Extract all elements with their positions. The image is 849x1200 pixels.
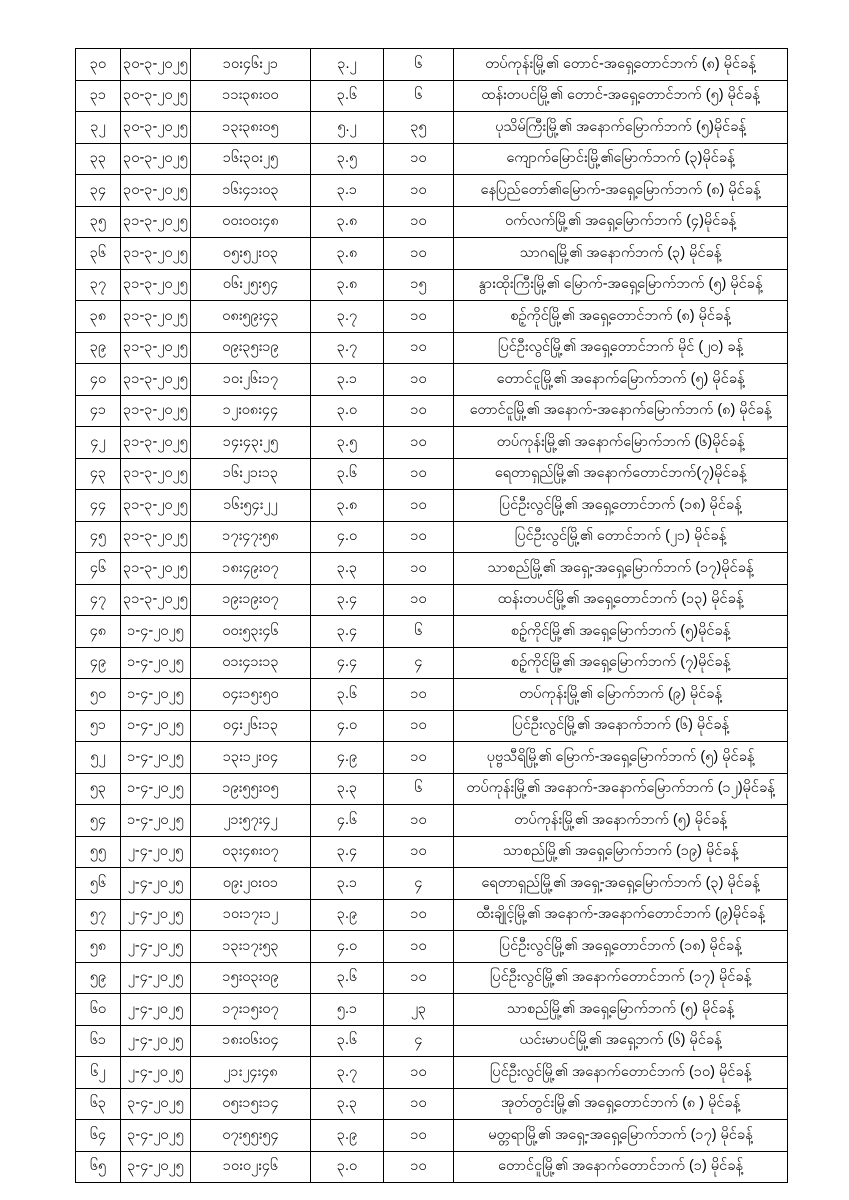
- cell-date: ၃၁-၃-၂၀၂၅: [121, 238, 191, 270]
- cell-location: ထန်းတပင်မြို့၏ တောင်-အရှေ့တောင်ဘက် (၅) မိုင်ခန့်: [454, 80, 788, 112]
- cell-location: ရေတာရှည်မြို့၏ အရှေ့-အရှေ့မြောက်ဘက် (၃) မိုင်ခန့်: [454, 868, 788, 900]
- cell-date: ၃၁-၃-၂၀၂၅: [121, 458, 191, 490]
- cell-no: ၄၉: [76, 647, 121, 679]
- cell-time: ၁၇း၁၅း၀၇: [191, 994, 311, 1026]
- cell-time: ၁၃း၁၂း၀၄: [191, 742, 311, 774]
- table-row: [76, 742, 788, 774]
- table-row: [76, 836, 788, 868]
- cell-depth: ၄: [384, 647, 454, 679]
- table-row: [76, 1151, 788, 1183]
- cell-time: ၀၇း၅၅း၅၄: [191, 1120, 311, 1152]
- cell-no: ၃၅: [76, 206, 121, 238]
- cell-location: တောင်ငူမြို့၏ အနောက်တောင်ဘက် (၁) မိုင်ခန့်: [454, 1151, 788, 1183]
- cell-date: ၂-၄-၂၀၂၅: [121, 836, 191, 868]
- cell-date: ၃၀-၃-၂၀၂၅: [121, 80, 191, 112]
- cell-location: ပြင်ဦးလွင်မြို့၏ အနောက်ဘက် (၆) မိုင်ခန့်: [454, 710, 788, 742]
- cell-depth: ၁၀: [384, 742, 454, 774]
- table-row: [76, 805, 788, 837]
- cell-time: ၀၁း၄၁း၁၃: [191, 647, 311, 679]
- cell-location: တပ်ကုန်းမြို့၏ အနောက်မြောက်ဘက် (၆)မိုင်ခန့်: [454, 427, 788, 459]
- cell-magnitude: ၃.၈: [311, 206, 384, 238]
- cell-date: ၃၁-၃-၂၀၂၅: [121, 301, 191, 333]
- cell-depth: ၁၀: [384, 1057, 454, 1089]
- cell-location: သာစည်မြို့၏ အရှေ့မြောက်ဘက် (၅) မိုင်ခန့်: [454, 994, 788, 1026]
- cell-time: ၁၆း၂၁း၁၃: [191, 458, 311, 490]
- cell-depth: ၁၀: [384, 679, 454, 711]
- cell-depth: ၁၀: [384, 490, 454, 522]
- cell-date: ၁-၄-၂၀၂၅: [121, 773, 191, 805]
- cell-depth: ၆: [384, 616, 454, 648]
- cell-time: ၂၁း၅၇း၄၂: [191, 805, 311, 837]
- cell-depth: ၃၅: [384, 112, 454, 144]
- cell-depth: ၁၅: [384, 269, 454, 301]
- cell-no: ၄၈: [76, 616, 121, 648]
- cell-magnitude: ၃.၅: [311, 143, 384, 175]
- cell-time: ၁၆း၄၁း၀၃: [191, 175, 311, 207]
- cell-location: ကျောက်မြောင်းမြို့၏မြောက်ဘက် (၃)မိုင်ခန့်: [454, 143, 788, 175]
- table-row: [76, 175, 788, 207]
- cell-no: ၄၀: [76, 364, 121, 396]
- table-row: [76, 679, 788, 711]
- cell-magnitude: ၃.၄: [311, 616, 384, 648]
- cell-magnitude: ၃.၈: [311, 490, 384, 522]
- cell-no: ၄၁: [76, 395, 121, 427]
- cell-time: ၁၇း၄၇း၅၈: [191, 521, 311, 553]
- table-row: [76, 773, 788, 805]
- cell-time: ၁၉း၁၉း၀၇: [191, 584, 311, 616]
- cell-no: ၄၄: [76, 490, 121, 522]
- table-row: [76, 1120, 788, 1152]
- cell-location: နွားထိုးကြီးမြို့၏ မြောက်-အရှေ့မြောက်ဘက် (၅) မိုင်ခန့်: [454, 269, 788, 301]
- earthquake-table: [75, 48, 788, 1183]
- cell-date: ၃၀-၃-၂၀၂၅: [121, 175, 191, 207]
- cell-no: ၆၄: [76, 1120, 121, 1152]
- cell-magnitude: ၄.၀: [311, 931, 384, 963]
- cell-time: ၂၁း၂၄း၄၈: [191, 1057, 311, 1089]
- cell-depth: ၁၀: [384, 836, 454, 868]
- table-row: [76, 1057, 788, 1089]
- cell-time: ၁၃း၃၈း၀၅: [191, 112, 311, 144]
- cell-magnitude: ၃.၉: [311, 1120, 384, 1152]
- cell-magnitude: ၃.၃: [311, 553, 384, 585]
- cell-magnitude: ၃.၆: [311, 1025, 384, 1057]
- cell-magnitude: ၃.၀: [311, 395, 384, 427]
- cell-no: ၆၅: [76, 1151, 121, 1183]
- cell-time: ၁၈း၄၉း၀၇: [191, 553, 311, 585]
- cell-no: ၅၈: [76, 931, 121, 963]
- table-row: [76, 521, 788, 553]
- cell-location: တပ်ကုန်းမြို့၏ အနောက်ဘက် (၅) မိုင်ခန့်: [454, 805, 788, 837]
- cell-magnitude: ၃.၆: [311, 80, 384, 112]
- cell-magnitude: ၃.၁: [311, 364, 384, 396]
- cell-no: ၅၃: [76, 773, 121, 805]
- cell-depth: ၁၀: [384, 458, 454, 490]
- cell-magnitude: ၅.၂: [311, 112, 384, 144]
- cell-time: ၀၀း၀၀း၄၈: [191, 206, 311, 238]
- cell-time: ၁၂း၀၈း၄၄: [191, 395, 311, 427]
- cell-time: ၀၉း၃၅း၁၉: [191, 332, 311, 364]
- cell-depth: ၁၀: [384, 427, 454, 459]
- cell-depth: ၁၀: [384, 395, 454, 427]
- cell-depth: ၁၀: [384, 899, 454, 931]
- cell-date: ၃-၄-၂၀၂၅: [121, 1120, 191, 1152]
- cell-date: ၃-၄-၂၀၂၅: [121, 1088, 191, 1120]
- cell-location: ထီးချိုင့်မြို့၏ အနောက်-အနောက်တောင်ဘက် (၉)မိုင်ခန့်: [454, 899, 788, 931]
- cell-location: သာစည်မြို့၏ အရှေ့-အရှေ့မြောက်ဘက် (၁၇)မိုင်ခန့်: [454, 553, 788, 585]
- cell-no: ၃၈: [76, 301, 121, 333]
- cell-location: သာစည်မြို့၏ အရှေ့မြောက်ဘက် (၁၉) မိုင်ခန့်: [454, 836, 788, 868]
- table-row: [76, 647, 788, 679]
- cell-date: ၂-၄-၂၀၂၅: [121, 1025, 191, 1057]
- cell-magnitude: ၄.၆: [311, 805, 384, 837]
- earthquake-table-body: [76, 49, 788, 1183]
- cell-depth: ၁၀: [384, 1120, 454, 1152]
- cell-no: ၆၂: [76, 1057, 121, 1089]
- cell-depth: ၁၀: [384, 238, 454, 270]
- cell-location: တောင်ငူမြို့၏ အနောက်-အနောက်မြောက်ဘက် (၈) မိုင်ခန့်: [454, 395, 788, 427]
- cell-magnitude: ၄.၀: [311, 521, 384, 553]
- cell-magnitude: ၃.၀: [311, 1151, 384, 1183]
- cell-magnitude: ၃.၇: [311, 1057, 384, 1089]
- cell-magnitude: ၃.၄: [311, 584, 384, 616]
- cell-location: အုတ်တွင်းမြို့၏ အရှေ့တောင်ဘက် (၈ ) မိုင်ခန့်: [454, 1088, 788, 1120]
- table-row: [76, 994, 788, 1026]
- table-row: [76, 1088, 788, 1120]
- cell-no: ၄၂: [76, 427, 121, 459]
- cell-magnitude: ၄.၉: [311, 742, 384, 774]
- table-row: [76, 616, 788, 648]
- table-row: [76, 1025, 788, 1057]
- cell-magnitude: ၅.၁: [311, 994, 384, 1026]
- cell-no: ၅၉: [76, 962, 121, 994]
- cell-location: တပ်ကုန်းမြို့၏ မြောက်ဘက် (၉) မိုင်ခန့်: [454, 679, 788, 711]
- table-row: [76, 301, 788, 333]
- cell-time: ၀၈း၅၉း၄၃: [191, 301, 311, 333]
- cell-depth: ၁၀: [384, 710, 454, 742]
- cell-no: ၃၃: [76, 143, 121, 175]
- cell-date: ၁-၄-၂၀၂၅: [121, 679, 191, 711]
- cell-date: ၃၁-၃-၂၀၂၅: [121, 364, 191, 396]
- cell-location: စဉ့်ကိုင်မြို့၏ အရှေ့မြောက်ဘက် (၇)မိုင်ခန့်: [454, 647, 788, 679]
- cell-no: ၃၂: [76, 112, 121, 144]
- cell-location: ထန်းတပင်မြို့၏ အရှေ့တောင်ဘက် (၁၃) မိုင်ခန့်: [454, 584, 788, 616]
- cell-depth: ၁၀: [384, 805, 454, 837]
- table-row: [76, 395, 788, 427]
- cell-date: ၃-၄-၂၀၂၅: [121, 1151, 191, 1183]
- cell-time: ၁၀း၀၂း၄၆: [191, 1151, 311, 1183]
- cell-date: ၃၁-၃-၂၀၂၅: [121, 269, 191, 301]
- cell-magnitude: ၃.၆: [311, 679, 384, 711]
- cell-no: ၅၁: [76, 710, 121, 742]
- cell-date: ၁-၄-၂၀၂၅: [121, 647, 191, 679]
- cell-no: ၅၇: [76, 899, 121, 931]
- cell-location: စဉ့်ကိုင်မြို့၏ အရှေ့တောင်ဘက် (၈) မိုင်ခန့်: [454, 301, 788, 333]
- cell-no: ၃၁: [76, 80, 121, 112]
- cell-magnitude: ၃.၇: [311, 301, 384, 333]
- cell-time: ၁၅း၀၃း၀၉: [191, 962, 311, 994]
- cell-depth: ၆: [384, 773, 454, 805]
- cell-no: ၄၃: [76, 458, 121, 490]
- cell-time: ၀၄း၁၅း၅၀: [191, 679, 311, 711]
- cell-depth: ၁၀: [384, 364, 454, 396]
- cell-date: ၂-၄-၂၀၂၅: [121, 931, 191, 963]
- table-row: [76, 143, 788, 175]
- cell-no: ၅၂: [76, 742, 121, 774]
- cell-magnitude: ၃.၉: [311, 899, 384, 931]
- cell-depth: ၁၀: [384, 206, 454, 238]
- cell-time: ၀၀း၅၃း၄၆: [191, 616, 311, 648]
- cell-time: ၀၅း၅၂း၀၃: [191, 238, 311, 270]
- cell-magnitude: ၃.၆: [311, 962, 384, 994]
- table-row: [76, 584, 788, 616]
- cell-depth: ၁၀: [384, 175, 454, 207]
- cell-depth: ၁၀: [384, 1151, 454, 1183]
- cell-no: ၄၅: [76, 521, 121, 553]
- cell-location: ဝက်လက်မြို့၏ အရှေ့မြောက်ဘက် (၄)မိုင်ခန့်: [454, 206, 788, 238]
- cell-time: ၁၉း၅၅း၀၅: [191, 773, 311, 805]
- cell-date: ၃၁-၃-၂၀၂၅: [121, 395, 191, 427]
- table-row: [76, 553, 788, 585]
- table-row: [76, 112, 788, 144]
- cell-location: ပြင်ဦးလွင်မြို့၏ တောင်ဘက် (၂၁) မိုင်ခန့်: [454, 521, 788, 553]
- cell-date: ၁-၄-၂၀၂၅: [121, 805, 191, 837]
- cell-magnitude: ၃.၁: [311, 868, 384, 900]
- cell-time: ၁၀း၂၆း၁၇: [191, 364, 311, 396]
- cell-depth: ၁၀: [384, 553, 454, 585]
- cell-location: ပြင်ဦးလွင်မြို့၏ အရှေ့တောင်ဘက် (၁၈) မိုင်ခန့်: [454, 931, 788, 963]
- cell-magnitude: ၄.၀: [311, 710, 384, 742]
- cell-magnitude: ၃.၈: [311, 238, 384, 270]
- cell-location: ပုဗ္ဗသီရိမြို့၏ မြောက်-အရှေ့မြောက်ဘက် (၅) မိုင်ခန့်: [454, 742, 788, 774]
- cell-depth: ၁၀: [384, 143, 454, 175]
- cell-time: ၀၆း၂၅း၅၄: [191, 269, 311, 301]
- cell-time: ၀၅း၁၅း၁၄: [191, 1088, 311, 1120]
- cell-date: ၁-၄-၂၀၂၅: [121, 710, 191, 742]
- table-row: [76, 458, 788, 490]
- cell-date: ၃၁-၃-၂၀၂၅: [121, 427, 191, 459]
- table-row: [76, 427, 788, 459]
- cell-magnitude: ၃.၅: [311, 427, 384, 459]
- cell-location: ပြင်ဦးလွင်မြို့၏ အနောက်တောင်ဘက် (၁၀) မိုင်ခန့်: [454, 1057, 788, 1089]
- cell-no: ၃၉: [76, 332, 121, 364]
- cell-depth: ၁၀: [384, 332, 454, 364]
- cell-time: ၁၁း၃၈း၀၀: [191, 80, 311, 112]
- cell-no: ၅၅: [76, 836, 121, 868]
- table-row: [76, 206, 788, 238]
- cell-time: ၁၀း၁၇း၁၂: [191, 899, 311, 931]
- cell-location: ပြင်ဦးလွင်မြို့၏ အနောက်တောင်ဘက် (၁၇) မိုင်ခန့်: [454, 962, 788, 994]
- cell-no: ၄၇: [76, 584, 121, 616]
- cell-date: ၃၁-၃-၂၀၂၅: [121, 490, 191, 522]
- cell-location: ပြင်ဦးလွင်မြို့၏ အရှေ့တောင်ဘက် မိုင် (၂၀) ခန့်: [454, 332, 788, 364]
- cell-no: ၆၃: [76, 1088, 121, 1120]
- cell-date: ၁-၄-၂၀၂၅: [121, 742, 191, 774]
- cell-depth: ၄: [384, 1025, 454, 1057]
- cell-date: ၃၁-၃-၂၀၂၅: [121, 206, 191, 238]
- table-row: [76, 238, 788, 270]
- cell-time: ၁၃း၁၇း၅၃: [191, 931, 311, 963]
- cell-date: ၃၁-၃-၂၀၂၅: [121, 521, 191, 553]
- cell-date: ၃၁-၃-၂၀၂၅: [121, 332, 191, 364]
- cell-depth: ၁၀: [384, 521, 454, 553]
- cell-depth: ၆: [384, 49, 454, 81]
- cell-depth: ၂၃: [384, 994, 454, 1026]
- cell-date: ၃၁-၃-၂၀၂၅: [121, 553, 191, 585]
- cell-depth: ၆: [384, 80, 454, 112]
- cell-location: စဉ့်ကိုင်မြို့၏ အရှေ့မြောက်ဘက် (၅)မိုင်ခန့်: [454, 616, 788, 648]
- cell-location: မတ္တရာမြို့၏ အရှေ့-အရှေ့မြောက်ဘက် (၁၇) မိုင်ခန့်: [454, 1120, 788, 1152]
- cell-date: ၃၀-၃-၂၀၂၅: [121, 143, 191, 175]
- cell-no: ၆၁: [76, 1025, 121, 1057]
- cell-depth: ၁၀: [384, 1088, 454, 1120]
- cell-magnitude: ၃.၄: [311, 836, 384, 868]
- table-row: [76, 899, 788, 931]
- cell-no: ၄၆: [76, 553, 121, 585]
- cell-date: ၃၀-၃-၂၀၂၅: [121, 112, 191, 144]
- cell-time: ၁၈း၀၆း၀၄: [191, 1025, 311, 1057]
- cell-time: ၀၄း၂၆း၁၃: [191, 710, 311, 742]
- cell-date: ၂-၄-၂၀၂၅: [121, 1057, 191, 1089]
- cell-date: ၃၁-၃-၂၀၂၅: [121, 584, 191, 616]
- cell-location: သာဂရမြို့၏ အနောက်ဘက် (၃) မိုင်ခန့်: [454, 238, 788, 270]
- cell-magnitude: ၃.၃: [311, 773, 384, 805]
- cell-date: ၂-၄-၂၀၂၅: [121, 868, 191, 900]
- cell-magnitude: ၃.၂: [311, 49, 384, 81]
- cell-time: ၀၃း၄၈း၀၇: [191, 836, 311, 868]
- cell-time: ၁၀း၄၆း၂၁: [191, 49, 311, 81]
- cell-date: ၂-၄-၂၀၂၅: [121, 899, 191, 931]
- cell-no: ၃၀: [76, 49, 121, 81]
- cell-location: တပ်ကုန်းမြို့၏ အနောက်-အနောက်မြောက်ဘက် (၁၂)မိုင်ခန့်: [454, 773, 788, 805]
- cell-location: ယင်းမာပင်မြို့၏ အရှေ့ဘက် (၆) မိုင်ခန့်: [454, 1025, 788, 1057]
- cell-magnitude: ၃.၁: [311, 175, 384, 207]
- cell-depth: ၁၀: [384, 931, 454, 963]
- table-row: [76, 269, 788, 301]
- table-row: [76, 962, 788, 994]
- cell-no: ၅၀: [76, 679, 121, 711]
- table-row: [76, 710, 788, 742]
- cell-magnitude: ၃.၈: [311, 269, 384, 301]
- cell-depth: ၁၀: [384, 962, 454, 994]
- cell-time: ၁၆း၃၀း၂၅: [191, 143, 311, 175]
- cell-date: ၁-၄-၂၀၂၅: [121, 616, 191, 648]
- cell-depth: ၄: [384, 868, 454, 900]
- cell-magnitude: ၃.၆: [311, 458, 384, 490]
- cell-date: ၂-၄-၂၀၂၅: [121, 994, 191, 1026]
- table-row: [76, 332, 788, 364]
- cell-location: နေပြည်တော်၏မြောက်-အရှေ့မြောက်ဘက် (၈) မိုင်ခန့်: [454, 175, 788, 207]
- table-row: [76, 80, 788, 112]
- table-row: [76, 364, 788, 396]
- cell-location: တောင်ငူမြို့၏ အနောက်မြောက်ဘက် (၅) မိုင်ခန့်: [454, 364, 788, 396]
- cell-magnitude: ၄.၄: [311, 647, 384, 679]
- table-row: [76, 931, 788, 963]
- cell-depth: ၁၀: [384, 301, 454, 333]
- cell-location: တပ်ကုန်းမြို့၏ တောင်-အရှေ့တောင်ဘက် (၈) မိုင်ခန့်: [454, 49, 788, 81]
- cell-date: ၃၀-၃-၂၀၂၅: [121, 49, 191, 81]
- cell-magnitude: ၃.၃: [311, 1088, 384, 1120]
- cell-no: ၆၀: [76, 994, 121, 1026]
- cell-no: ၃၄: [76, 175, 121, 207]
- cell-time: ၁၄း၄၃း၂၅: [191, 427, 311, 459]
- table-row: [76, 868, 788, 900]
- cell-location: ပုသိမ်ကြီးမြို့၏ အနောက်မြောက်ဘက် (၅)မိုင်ခန့်: [454, 112, 788, 144]
- cell-no: ၅၆: [76, 868, 121, 900]
- cell-no: ၃၆: [76, 238, 121, 270]
- cell-no: ၅၄: [76, 805, 121, 837]
- cell-depth: ၁၀: [384, 584, 454, 616]
- cell-date: ၂-၄-၂၀၂၅: [121, 962, 191, 994]
- table-row: [76, 49, 788, 81]
- cell-location: ရေတာရှည်မြို့၏ အနောက်တောင်ဘက်(၇)မိုင်ခန့်: [454, 458, 788, 490]
- cell-time: ၀၉း၂၀း၀၁: [191, 868, 311, 900]
- cell-no: ၃၇: [76, 269, 121, 301]
- table-row: [76, 490, 788, 522]
- cell-time: ၁၆း၅၄း၂၂: [191, 490, 311, 522]
- cell-magnitude: ၃.၇: [311, 332, 384, 364]
- cell-location: ပြင်ဦးလွင်မြို့၏ အရှေ့တောင်ဘက် (၁၈) မိုင်ခန့်: [454, 490, 788, 522]
